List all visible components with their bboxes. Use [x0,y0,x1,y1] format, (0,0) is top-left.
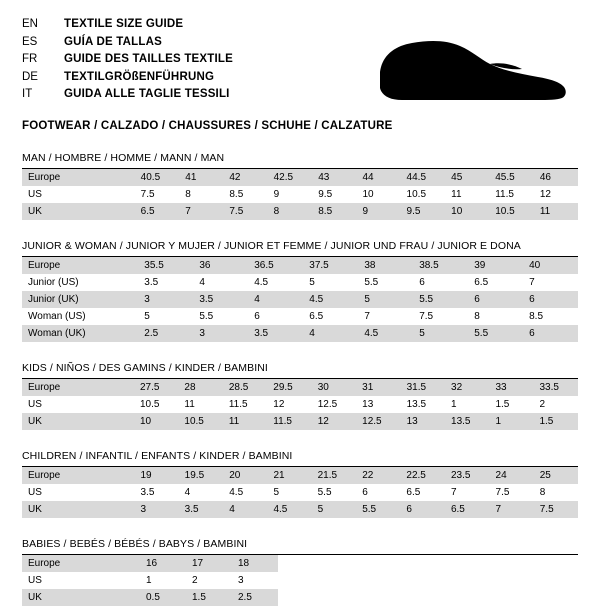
size-cell: 43 [312,169,356,186]
size-cell: 23.5 [445,467,490,484]
size-cell: 9.5 [401,203,446,220]
row-label: US [22,186,135,203]
table-row [22,257,578,274]
size-block-children [22,450,578,518]
size-cell: 2.5 [138,325,193,342]
size-cell: 29.5 [267,379,311,396]
size-cell: 7.5 [534,501,578,518]
table-row [22,203,578,220]
language-code: FR [22,53,38,65]
row-label: Europe [22,379,134,396]
size-cell: 5 [358,291,413,308]
size-cell: 6 [413,274,468,291]
size-cell: 7.5 [413,308,468,325]
size-table-body [22,555,278,606]
size-cell: 8 [179,186,223,203]
size-cell: 0.5 [140,589,186,606]
size-table-body [22,467,578,518]
table-row [22,379,578,396]
language-row [22,86,233,104]
language-title: GUIDE DES TAILLES TEXTILE [64,53,233,65]
size-cell: 38.5 [413,257,468,274]
size-table-children [22,467,578,518]
row-label: UK [22,203,135,220]
size-cell: 42.5 [268,169,313,186]
language-title: TEXTILGRÖßENFÜHRUNG [64,70,215,83]
size-cell: 7.5 [490,484,534,501]
size-cell: 8.5 [312,203,356,220]
size-cell: 7.5 [135,186,180,203]
block-title: BABIES / BEBÉS / BÉBÉS / BABYS / BAMBINI [22,538,248,550]
size-cell: 22.5 [400,467,445,484]
size-table-babies [22,555,278,606]
size-cell: 1.5 [186,589,232,606]
size-block-junior-woman [22,240,578,342]
size-cell: 3 [232,572,278,589]
size-cell: 5 [303,274,358,291]
size-cell: 5.5 [312,484,357,501]
block-title: MAN / HOMBRE / HOMME / MANN / MAN [22,152,225,164]
size-cell: 19.5 [179,467,224,484]
table-row [22,186,578,203]
size-cell: 38 [358,257,413,274]
size-cell: 10 [445,203,489,220]
size-cell: 12 [534,186,578,203]
size-cell: 42 [223,169,267,186]
size-block-babies [22,538,578,606]
size-cell: 5 [138,308,193,325]
size-cell: 12 [267,396,311,413]
size-cell: 10.5 [134,396,178,413]
size-cell: 4.5 [303,291,358,308]
size-cell: 6 [523,325,578,342]
language-title: GUIDA ALLE TAGLIE TESSILI [64,88,230,100]
size-cell: 41 [179,169,223,186]
size-cell: 11.5 [223,396,267,413]
size-cell: 1.5 [489,396,533,413]
row-label: UK [22,413,134,430]
size-cell: 11.5 [267,413,311,430]
size-cell: 37.5 [303,257,358,274]
size-cell: 8 [468,308,523,325]
size-cell: 13.5 [445,413,489,430]
size-cell: 40.5 [135,169,180,186]
row-label: Junior (UK) [22,291,138,308]
size-table-man [22,169,578,220]
size-cell: 4.5 [248,274,303,291]
size-cell: 8 [268,203,313,220]
size-table-body [22,379,578,430]
size-cell: 4 [248,291,303,308]
size-cell: 8.5 [523,308,578,325]
size-cell: 12 [312,413,356,430]
language-title-list-body [22,16,233,104]
size-cell: 9 [268,186,313,203]
table-row [22,413,578,430]
size-cell: 10 [134,413,178,430]
size-cell: 6 [523,291,578,308]
table-row [22,274,578,291]
table-row [22,572,278,589]
size-cell: 7 [179,203,223,220]
size-cell: 3.5 [193,291,248,308]
size-cell: 5.5 [413,291,468,308]
size-cell: 4 [179,484,224,501]
size-cell: 45.5 [489,169,534,186]
size-cell: 11 [534,203,578,220]
size-cell: 46 [534,169,578,186]
size-cell: 2 [533,396,578,413]
size-cell: 8 [534,484,578,501]
size-cell: 5.5 [193,308,248,325]
size-cell: 28 [178,379,222,396]
size-cell: 3 [134,501,178,518]
language-code: IT [22,88,33,100]
size-cell: 6 [400,501,445,518]
size-cell: 22 [356,467,400,484]
size-cell: 31 [356,379,400,396]
size-cell: 24 [490,467,534,484]
size-cell: 3 [193,325,248,342]
table-row [22,467,578,484]
size-cell: 27.5 [134,379,178,396]
size-cell: 39 [468,257,523,274]
dress-shoe-icon [372,28,572,106]
size-cell: 1.5 [533,413,578,430]
size-cell: 6.5 [303,308,358,325]
table-row [22,325,578,342]
row-label: Woman (UK) [22,325,138,342]
size-cell: 5 [312,501,357,518]
size-cell: 44 [356,169,400,186]
size-cell: 11 [178,396,222,413]
row-label: US [22,572,140,589]
size-table-junior-woman [22,257,578,342]
table-row [22,291,578,308]
size-cell: 25 [534,467,578,484]
size-cell: 19 [134,467,178,484]
size-cell: 3.5 [248,325,303,342]
size-cell: 6 [248,308,303,325]
size-cell: 10.5 [489,203,534,220]
size-cell: 35.5 [138,257,193,274]
size-cell: 2.5 [232,589,278,606]
row-label: Junior (US) [22,274,138,291]
table-row [22,501,578,518]
table-row [22,169,578,186]
language-title: TEXTILE SIZE GUIDE [64,18,184,30]
size-cell: 5.5 [356,501,400,518]
size-cell: 33.5 [533,379,578,396]
language-title: GUÍA DE TALLAS [64,35,162,48]
size-cell: 28.5 [223,379,267,396]
size-cell: 5 [267,484,311,501]
size-cell: 1 [489,413,533,430]
size-cell: 13 [356,396,400,413]
block-title: JUNIOR & WOMAN / JUNIOR Y MUJER / JUNIOR ET FEMME / JUNIOR UND FRAU / JUNIOR E DONA [22,240,521,252]
size-cell: 20 [223,467,267,484]
size-cell: 21 [267,467,311,484]
size-cell: 6.5 [400,484,445,501]
size-cell: 7 [445,484,490,501]
language-row [22,51,233,69]
size-cell: 4 [223,501,267,518]
document-header [22,16,578,106]
size-cell: 40 [523,257,578,274]
size-cell: 5 [413,325,468,342]
size-cell: 6 [356,484,400,501]
row-label: US [22,484,134,501]
table-row [22,484,578,501]
row-label: UK [22,589,140,606]
language-code: EN [22,18,38,30]
table-row [22,308,578,325]
language-row [22,34,233,52]
size-cell: 3.5 [179,501,224,518]
size-cell: 7 [358,308,413,325]
size-cell: 4.5 [267,501,311,518]
size-cell: 9.5 [312,186,356,203]
size-cell: 1 [140,572,186,589]
size-cell: 10.5 [178,413,222,430]
size-cell: 5.5 [468,325,523,342]
row-label: Europe [22,169,135,186]
size-cell: 4.5 [358,325,413,342]
size-cell: 9 [356,203,400,220]
block-title: CHILDREN / INFANTIL / ENFANTS / KINDER / BAMBINI [22,450,293,462]
size-cell: 13 [401,413,445,430]
size-cell: 7.5 [223,203,267,220]
size-cell: 10 [356,186,400,203]
size-cell: 17 [186,555,232,572]
size-cell: 13.5 [401,396,445,413]
size-cell: 12.5 [312,396,356,413]
size-cell: 30 [312,379,356,396]
language-title-list [22,16,233,104]
row-label: Europe [22,467,134,484]
row-label: Europe [22,257,138,274]
size-block-man [22,152,578,220]
size-cell: 6.5 [135,203,180,220]
language-row [22,16,233,34]
size-table-body [22,169,578,220]
size-cell: 16 [140,555,186,572]
size-cell: 4.5 [223,484,267,501]
size-cell: 21.5 [312,467,357,484]
size-cell: 36 [193,257,248,274]
row-label: US [22,396,134,413]
size-cell: 45 [445,169,489,186]
size-cell: 1 [445,396,489,413]
size-table-kids [22,379,578,430]
block-title: KIDS / NIÑOS / DES GAMINS / KINDER / BAMBINI [22,362,268,374]
size-table-body [22,257,578,342]
size-cell: 7 [490,501,534,518]
size-cell: 36.5 [248,257,303,274]
size-cell: 44.5 [401,169,446,186]
language-row [22,69,233,87]
size-cell: 4 [193,274,248,291]
size-cell: 12.5 [356,413,400,430]
table-row [22,396,578,413]
size-cell: 8.5 [223,186,267,203]
size-cell: 4 [303,325,358,342]
size-cell: 3 [138,291,193,308]
size-cell: 2 [186,572,232,589]
size-cell: 3.5 [138,274,193,291]
language-code: ES [22,35,38,48]
size-cell: 3.5 [134,484,178,501]
size-cell: 11 [445,186,489,203]
size-cell: 11 [223,413,267,430]
size-cell: 32 [445,379,489,396]
language-code: DE [22,70,38,83]
size-cell: 31.5 [401,379,445,396]
size-cell: 11.5 [489,186,534,203]
row-label: UK [22,501,134,518]
size-cell: 18 [232,555,278,572]
table-row [22,555,278,572]
size-cell: 5.5 [358,274,413,291]
table-row [22,589,278,606]
size-cell: 10.5 [401,186,446,203]
size-cell: 7 [523,274,578,291]
row-label: Woman (US) [22,308,138,325]
size-cell: 6.5 [445,501,490,518]
size-cell: 33 [489,379,533,396]
row-label: Europe [22,555,140,572]
size-cell: 6.5 [468,274,523,291]
page-title: FOOTWEAR / CALZADO / CHAUSSURES / SCHUHE / CALZATURE [22,120,393,132]
size-block-kids [22,362,578,430]
size-cell: 6 [468,291,523,308]
